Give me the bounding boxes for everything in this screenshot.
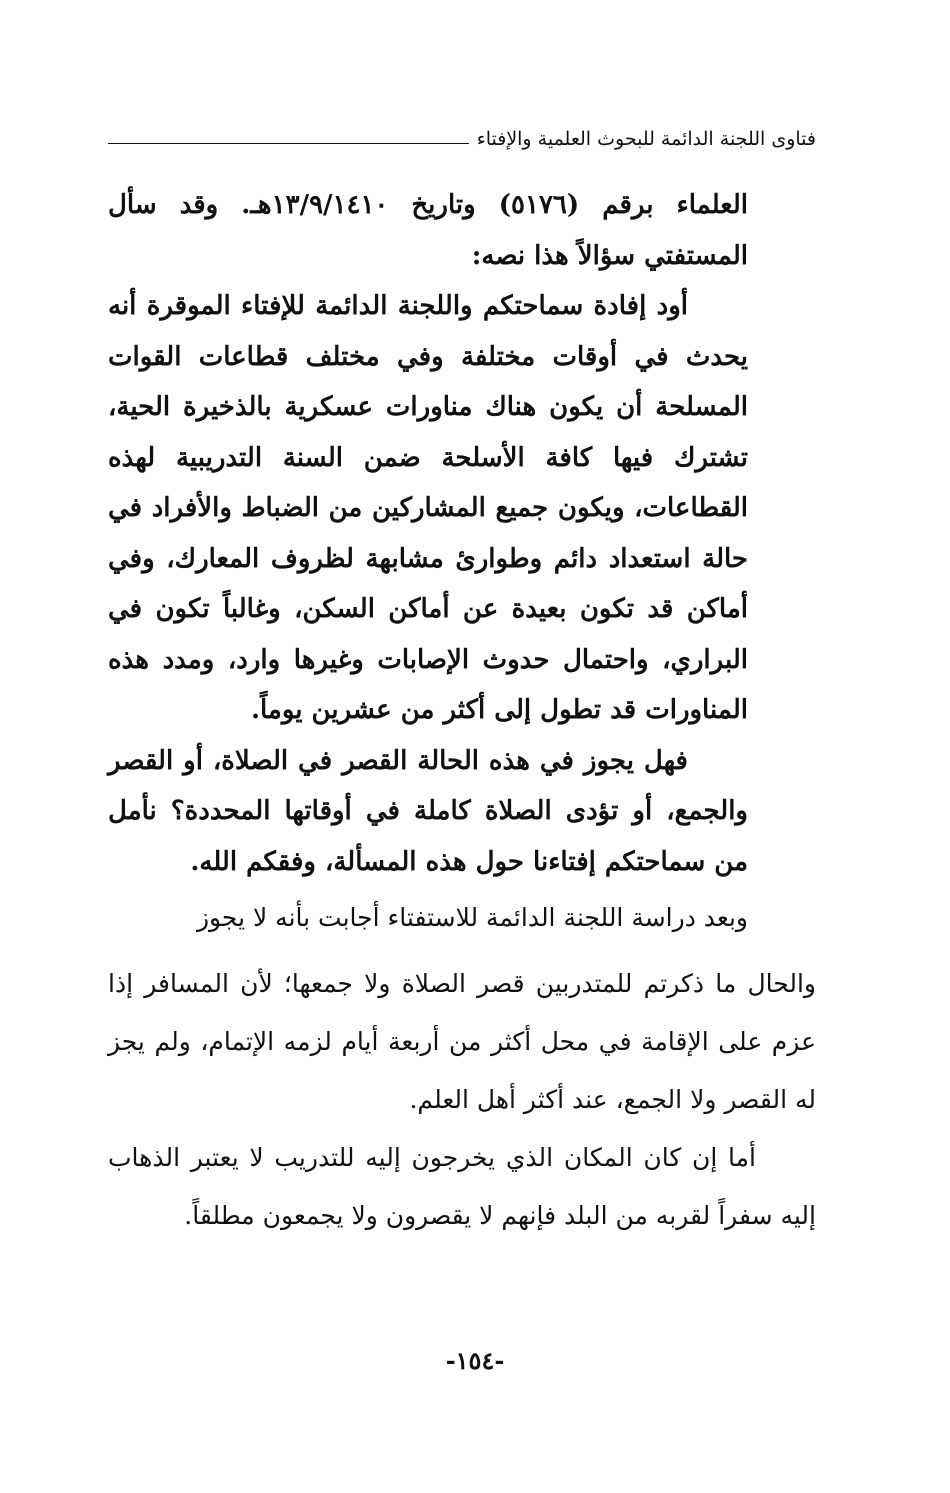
question-block: [108, 180, 748, 887]
page-number: -١٥٤-: [445, 1346, 505, 1375]
header-rule: [108, 143, 469, 144]
answer-intro-line: وبعد دراسة اللجنة الدائمة للاستفتاء أجابت بأنه لا يجوز: [196, 903, 748, 932]
running-title: فتاوى اللجنة الدائمة للبحوث العلمية والإفتاء: [476, 128, 816, 150]
answer-intro-block: [108, 893, 748, 943]
answer-paragraph-1: والحال ما ذكرتم للمتدربين قصر الصلاة ولا جمعها؛ لأن المسافر إذا عزم على الإقامة في محل أكثر من أربعة أيام لزمه الإتمام، ولم يجز له القصر ولا الجمع، عند أكثر أهل العلم.: [108, 969, 816, 1114]
answer-block: [108, 955, 816, 1245]
question-intro: العلماء برقم (٥١٧٦) وتاريخ ١٣/٩/١٤١٠هـ. وقد سأل المستفتي سؤالاً هذا نصه:: [108, 190, 748, 271]
question-paragraph-2: فهل يجوز في هذه الحالة القصر في الصلاة، أو القصر والجمع، أو تؤدى الصلاة كاملة في أوقاتها المحددة؟ نأمل من سماحتكم إفتاءنا حول هذه المسألة، وفقكم الله.: [108, 745, 748, 877]
question-paragraph-1: أود إفادة سماحتكم واللجنة الدائمة للإفتاء الموقرة أنه يحدث في أوقات مختلفة وفي مختلف قطاعات القوات المسلحة أن يكون هناك مناورات عسكرية بالذخيرة الحية، تشترك فيها كافة الأسلحة ضمن السنة التدريبية لهذه القطاعات، ويكون جميع المشاركين من الضباط والأفراد في حالة استعداد دائم وطوارئ مشابهة لظروف المعارك، وفي أماكن قد تكون بعيدة عن أماكن السكن، وغالباً تكون في البراري، واحتمال حدوث الإصابات وغيرها وارد، ومدد هذه المناورات قد تطول إلى أكثر من عشرين يوماً.: [108, 291, 748, 725]
running-header: [108, 112, 816, 152]
answer-paragraph-2: أما إن كان المكان الذي يخرجون إليه للتدريب لا يعتبر الذهاب إليه سفراً لقربه من البلد فإنهم لا يقصرون ولا يجمعون مطلقاً.: [108, 1143, 816, 1230]
